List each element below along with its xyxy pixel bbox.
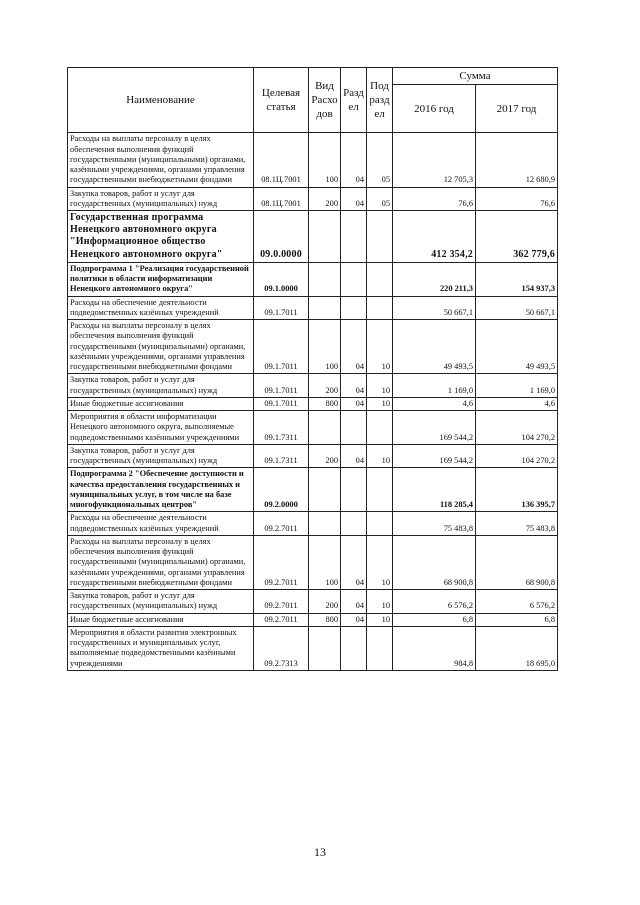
header-subsection: Под разд ел — [367, 68, 393, 133]
row-razd — [341, 262, 367, 296]
row-article: 09.1.7011 — [254, 296, 309, 320]
header-section: Разд ел — [341, 68, 367, 133]
row-name: Мероприятия в области развития электронных государственных и муниципальных услуг, выполняемые подведомственными казёнными учреждениями — [68, 626, 254, 670]
table-row — [68, 320, 558, 374]
row-2016: 50 667,1 — [393, 296, 476, 320]
row-name: Закупка товаров, работ и услуг для государственных (муниципальных) нужд — [68, 444, 254, 468]
row-article: 09.1.0000 — [254, 262, 309, 296]
row-razd: 04 — [341, 133, 367, 187]
row-2016: 4,6 — [393, 397, 476, 410]
row-razd — [341, 296, 367, 320]
row-name: Расходы на выплаты персоналу в целях обеспечения выполнения функций государственными (муниципальными) органами, казёнными учреждениями, органами управления государственными внебюджетными фондами — [68, 133, 254, 187]
row-podr — [367, 512, 393, 536]
row-2017: 6 576,2 — [476, 590, 558, 614]
row-vid: 800 — [309, 613, 341, 626]
row-vid — [309, 296, 341, 320]
row-razd — [341, 211, 367, 263]
row-razd — [341, 411, 367, 445]
row-razd: 04 — [341, 187, 367, 211]
row-2017: 1 169,0 — [476, 374, 558, 398]
header-target-article: Целевая статья — [254, 68, 309, 133]
row-article: 09.1.7011 — [254, 320, 309, 374]
row-vid — [309, 211, 341, 263]
row-2017: 154 937,3 — [476, 262, 558, 296]
row-2016: 169 544,2 — [393, 411, 476, 445]
row-razd — [341, 468, 367, 512]
row-article: 08.1Ц.7001 — [254, 133, 309, 187]
row-razd: 04 — [341, 535, 367, 589]
row-name: Государственная программа Ненецкого автономного округа "Информационное общество Ненецкого автономного округа" — [68, 211, 254, 263]
header-sum: Сумма — [393, 68, 558, 85]
table-row — [68, 535, 558, 589]
row-2016: 68 900,8 — [393, 535, 476, 589]
table-row — [68, 411, 558, 445]
row-article: 09.1.7311 — [254, 444, 309, 468]
row-podr: 05 — [367, 187, 393, 211]
row-vid: 100 — [309, 535, 341, 589]
row-podr: 10 — [367, 320, 393, 374]
row-article: 09.2.0000 — [254, 468, 309, 512]
row-name: Иные бюджетные ассигнования — [68, 397, 254, 410]
row-2017: 12 680,9 — [476, 133, 558, 187]
row-vid: 100 — [309, 133, 341, 187]
row-2016: 169 544,2 — [393, 444, 476, 468]
row-2016: 1 169,0 — [393, 374, 476, 398]
header-year-2017: 2017 год — [476, 85, 558, 133]
row-podr — [367, 296, 393, 320]
row-2016: 75 483,8 — [393, 512, 476, 536]
row-vid: 100 — [309, 320, 341, 374]
row-podr: 10 — [367, 535, 393, 589]
row-razd: 04 — [341, 320, 367, 374]
row-2017: 49 493,5 — [476, 320, 558, 374]
row-name: Расходы на обеспечение деятельности подведомственных казённых учреждений — [68, 512, 254, 536]
row-article: 09.2.7011 — [254, 512, 309, 536]
table-row — [68, 296, 558, 320]
row-2017: 76,6 — [476, 187, 558, 211]
table-row — [68, 187, 558, 211]
row-name: Иные бюджетные ассигнования — [68, 613, 254, 626]
row-razd — [341, 512, 367, 536]
row-name: Подпрограмма 1 "Реализация государственной политики в области информатизации Ненецкого автономного округа" — [68, 262, 254, 296]
row-vid — [309, 262, 341, 296]
row-article: 09.1.7011 — [254, 397, 309, 410]
table-row — [68, 262, 558, 296]
row-article: 09.2.7011 — [254, 535, 309, 589]
header-name: Наименование — [68, 68, 254, 133]
row-podr — [367, 211, 393, 263]
row-article: 09.1.7311 — [254, 411, 309, 445]
row-article: 09.2.7011 — [254, 590, 309, 614]
row-razd: 04 — [341, 613, 367, 626]
row-2017: 18 695,0 — [476, 626, 558, 670]
row-name: Расходы на обеспечение деятельности подведомственных казённых учреждений — [68, 296, 254, 320]
row-vid — [309, 512, 341, 536]
row-article: 09.2.7011 — [254, 613, 309, 626]
row-vid — [309, 411, 341, 445]
row-2016: 12 705,3 — [393, 133, 476, 187]
table-row — [68, 444, 558, 468]
row-name: Расходы на выплаты персоналу в целях обеспечения выполнения функций государственными (муниципальными) органами, казёнными учреждениями, органами управления государственными внебюджетными фондами — [68, 320, 254, 374]
row-vid: 200 — [309, 444, 341, 468]
header-year-2016: 2016 год — [393, 85, 476, 133]
row-2017: 104 270,2 — [476, 411, 558, 445]
table-row — [68, 133, 558, 187]
row-2016: 76,6 — [393, 187, 476, 211]
row-podr: 10 — [367, 444, 393, 468]
budget-table — [67, 67, 558, 671]
table-row — [68, 468, 558, 512]
header-expense-type: Вид Расхо дов — [309, 68, 341, 133]
row-razd: 04 — [341, 374, 367, 398]
row-name: Подпрограмма 2 "Обеспечение доступности и качества предоставления государственных и муниципальных услуг, в том числе на базе многофункциональных центров" — [68, 468, 254, 512]
row-podr: 10 — [367, 397, 393, 410]
table-row — [68, 626, 558, 670]
row-2016: 984,8 — [393, 626, 476, 670]
row-article: 09.2.7313 — [254, 626, 309, 670]
table-row — [68, 211, 558, 263]
row-podr: 10 — [367, 374, 393, 398]
row-razd: 04 — [341, 397, 367, 410]
row-vid — [309, 626, 341, 670]
row-vid: 200 — [309, 590, 341, 614]
row-vid: 200 — [309, 374, 341, 398]
row-razd: 04 — [341, 590, 367, 614]
row-name: Закупка товаров, работ и услуг для государственных (муниципальных) нужд — [68, 187, 254, 211]
row-name: Закупка товаров, работ и услуг для государственных (муниципальных) нужд — [68, 374, 254, 398]
row-razd: 04 — [341, 444, 367, 468]
row-2016: 6 576,2 — [393, 590, 476, 614]
row-2017: 68 900,8 — [476, 535, 558, 589]
row-article: 09.0.0000 — [254, 211, 309, 263]
row-name: Закупка товаров, работ и услуг для государственных (муниципальных) нужд — [68, 590, 254, 614]
row-2016: 412 354,2 — [393, 211, 476, 263]
table-row — [68, 374, 558, 398]
row-podr — [367, 468, 393, 512]
row-2016: 220 211,3 — [393, 262, 476, 296]
row-podr — [367, 411, 393, 445]
row-podr: 05 — [367, 133, 393, 187]
row-vid: 800 — [309, 397, 341, 410]
row-article: 08.1Ц.7001 — [254, 187, 309, 211]
row-podr — [367, 626, 393, 670]
row-2017: 50 667,1 — [476, 296, 558, 320]
row-vid — [309, 468, 341, 512]
row-podr — [367, 262, 393, 296]
row-2016: 49 493,5 — [393, 320, 476, 374]
row-vid: 200 — [309, 187, 341, 211]
row-2017: 75 483,8 — [476, 512, 558, 536]
table-row — [68, 613, 558, 626]
page-number: 13 — [314, 845, 326, 859]
row-podr: 10 — [367, 590, 393, 614]
table-row — [68, 512, 558, 536]
row-article: 09.1.7011 — [254, 374, 309, 398]
row-name: Расходы на выплаты персоналу в целях обеспечения выполнения функций государственными (муниципальными) органами, казёнными учреждениями, органами управления государственными внебюджетными фондами — [68, 535, 254, 589]
row-2017: 136 395,7 — [476, 468, 558, 512]
row-2017: 362 779,6 — [476, 211, 558, 263]
row-2017: 6,8 — [476, 613, 558, 626]
row-2017: 4,6 — [476, 397, 558, 410]
row-2017: 104 270,2 — [476, 444, 558, 468]
table-row — [68, 397, 558, 410]
row-2016: 118 285,4 — [393, 468, 476, 512]
row-2016: 6,8 — [393, 613, 476, 626]
row-razd — [341, 626, 367, 670]
table-row — [68, 590, 558, 614]
row-name: Мероприятия в области информатизации Ненецкого автономного округа, выполняемые подведомственными казёнными учреждениями — [68, 411, 254, 445]
row-podr: 10 — [367, 613, 393, 626]
